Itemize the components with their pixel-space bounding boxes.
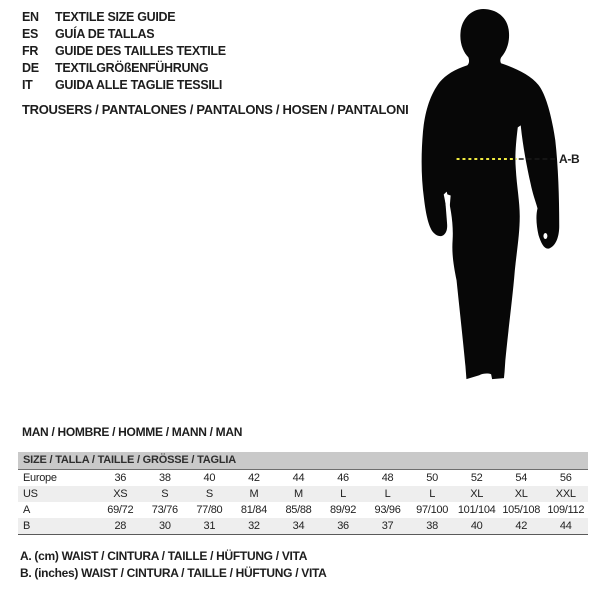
- table-cell: 37: [381, 520, 394, 532]
- table-cell: L: [429, 488, 436, 500]
- measure-label-ab: A-B: [559, 152, 580, 166]
- table-cell: M: [294, 488, 303, 500]
- footnote-b: B. (inches) WAIST / CINTURA / TAILLE / HÜFTUNG / VITA: [20, 566, 327, 580]
- table-cell: 77/80: [196, 504, 223, 516]
- table-cell: 30: [159, 520, 171, 532]
- table-cell: 46: [337, 472, 349, 484]
- row-label: B: [23, 520, 31, 532]
- table-cell: 38: [426, 520, 438, 532]
- table-cell: 109/112: [547, 504, 585, 516]
- table-cell: 97/100: [416, 504, 449, 516]
- table-cell: 81/84: [240, 504, 267, 516]
- lang-code: EN: [22, 10, 39, 24]
- table-cell: XS: [113, 488, 128, 500]
- table-cell: 50: [426, 472, 438, 484]
- table-cell: M: [249, 488, 259, 500]
- table-cell: 40: [203, 472, 216, 484]
- table-cell: 36: [337, 520, 349, 532]
- table-cell: XL: [470, 488, 484, 500]
- table-cell: 69/72: [107, 504, 134, 516]
- man-silhouette-svg: [405, 5, 595, 390]
- man-silhouette: [422, 9, 560, 379]
- footnotes-block: [20, 548, 327, 582]
- row-label: Europe: [23, 472, 57, 484]
- table-cell: 36: [114, 472, 127, 484]
- table-cell: 44: [559, 520, 572, 532]
- table-cell: XXL: [555, 488, 576, 500]
- lang-label: TEXTILE SIZE GUIDE: [55, 10, 176, 24]
- lang-code: DE: [22, 61, 39, 75]
- table-row: [18, 470, 588, 486]
- size-table: [18, 452, 588, 535]
- table-cell: 42: [248, 472, 260, 484]
- table-cell: 44: [292, 472, 305, 484]
- table-cell: L: [340, 488, 346, 500]
- lang-row-fr: [22, 43, 226, 60]
- lang-label: GUIDE DES TAILLES TEXTILE: [55, 44, 226, 58]
- hand-highlight-detail: [543, 233, 547, 239]
- table-cell: 52: [470, 472, 483, 484]
- lang-row-it: [22, 77, 226, 94]
- table-cell: 85/88: [285, 504, 312, 516]
- table-cell: L: [384, 488, 391, 500]
- size-table-header: SIZE / TALLA / TAILLE / GRÖSSE / TAGLIA: [18, 452, 588, 470]
- man-silhouette-figure: [405, 5, 595, 390]
- row-label: A: [23, 504, 31, 516]
- table-cell: 28: [114, 520, 127, 532]
- lang-code: ES: [22, 27, 39, 41]
- size-table-body: [18, 470, 588, 534]
- table-cell: 48: [381, 472, 394, 484]
- table-cell: S: [161, 488, 169, 500]
- table-cell: XL: [514, 488, 528, 500]
- row-label: US: [23, 488, 38, 500]
- table-cell: 93/96: [374, 504, 401, 516]
- table-row: [18, 486, 588, 502]
- garment-category-title: TROUSERS / PANTALONES / PANTALONS / HOSEN / PANTALONI: [22, 102, 409, 117]
- footnote-a: A. (cm) WAIST / CINTURA / TAILLE / HÜFTUNG / VITA: [20, 549, 308, 563]
- lang-code: IT: [22, 78, 33, 92]
- lang-label: TEXTILGRÖßENFÜHRUNG: [55, 61, 209, 75]
- language-header-block: [22, 9, 226, 94]
- table-cell: 40: [470, 520, 483, 532]
- table-cell: S: [205, 488, 213, 500]
- table-cell: 105/108: [502, 504, 541, 516]
- lang-row-es: [22, 26, 226, 43]
- table-cell: 101/104: [457, 504, 496, 516]
- lang-row-en: [22, 9, 226, 26]
- table-cell: 89/92: [329, 504, 357, 516]
- table-section-title: MAN / HOMBRE / HOMME / MANN / MAN: [22, 425, 243, 439]
- lang-row-de: [22, 60, 226, 77]
- table-row: [18, 502, 588, 518]
- table-cell: 54: [515, 472, 528, 484]
- table-cell: 42: [515, 520, 528, 532]
- lang-code: FR: [22, 44, 39, 58]
- lang-label: GUIDA ALLE TAGLIE TESSILI: [55, 78, 223, 92]
- table-cell: 32: [248, 520, 260, 532]
- table-cell: 56: [559, 472, 572, 484]
- table-cell: 38: [159, 472, 171, 484]
- table-row: [18, 518, 588, 534]
- table-cell: 31: [203, 520, 216, 532]
- table-cell: 34: [292, 520, 305, 532]
- lang-label: GUÍA DE TALLAS: [55, 27, 155, 41]
- table-cell: 73/76: [151, 504, 178, 516]
